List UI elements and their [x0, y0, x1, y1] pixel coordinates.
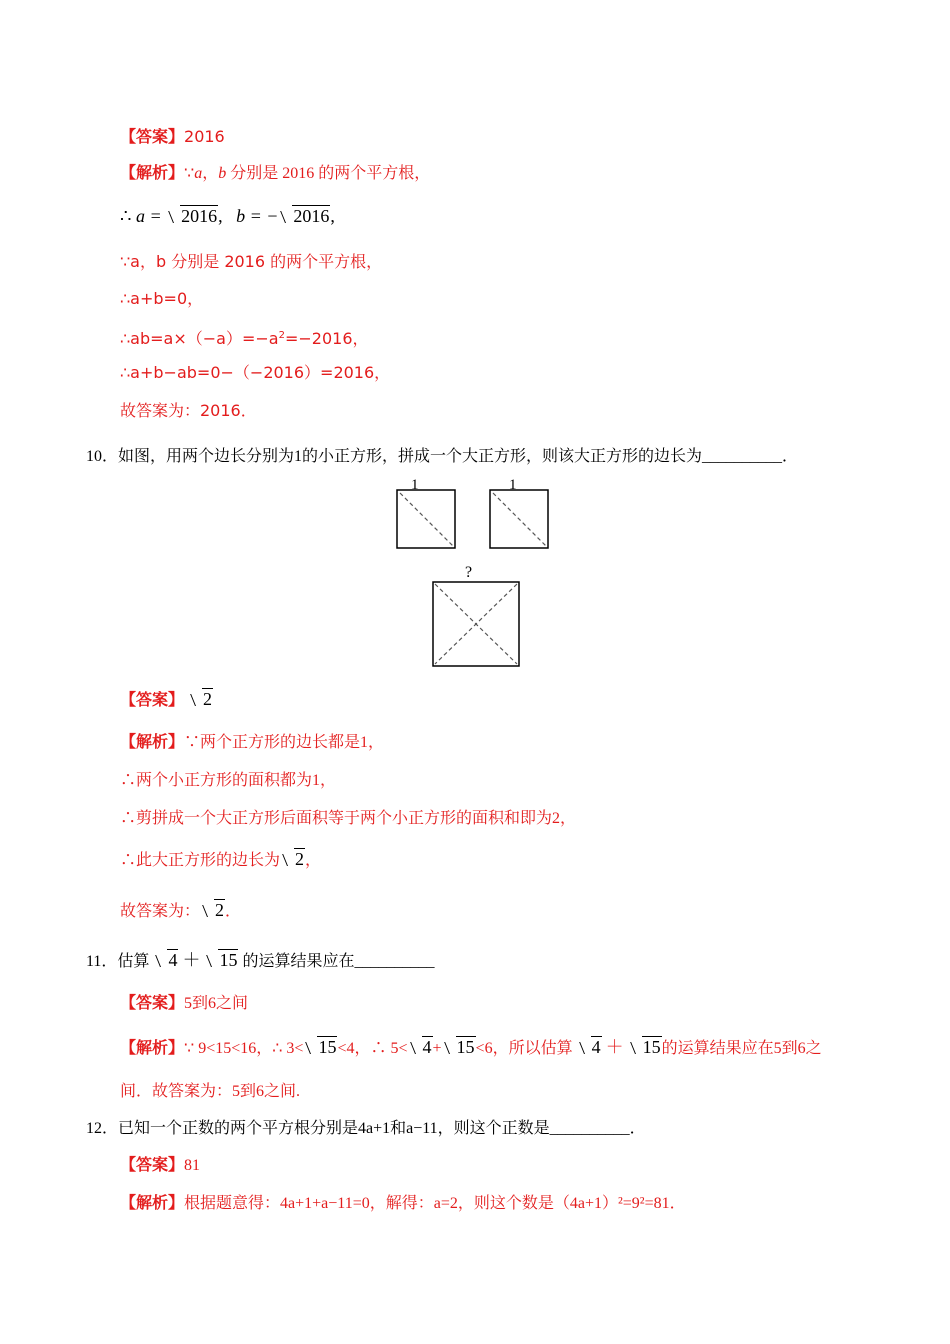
answer-value: 2016: [184, 127, 225, 146]
therefore-symbol: ∴: [120, 206, 132, 226]
radicand: 2: [215, 900, 225, 920]
sqrt-2: [282, 848, 305, 870]
question-text: 的运算结果应在__________: [242, 953, 435, 970]
question-number: 10．: [86, 448, 119, 465]
var-b: b: [218, 165, 227, 182]
var-a: a: [194, 165, 203, 182]
answer-line-12: [120, 1155, 200, 1177]
radicand: 15: [642, 1037, 661, 1057]
analysis-line-9-5: [120, 325, 369, 350]
radicand: 2016: [181, 206, 218, 226]
analysis-line-9-4: ∴a+b=0，: [120, 289, 204, 308]
radicand: 2: [203, 689, 213, 709]
sqrt-4: [579, 1036, 602, 1058]
radicand: 15: [456, 1037, 475, 1057]
analysis-tag: 【解析】: [120, 1040, 185, 1057]
analysis-text: 分别是 2016 的两个平方根，: [230, 165, 431, 182]
answer-tag: 【答案】: [120, 1157, 185, 1174]
sqrt-15: [206, 949, 238, 971]
sqrt-15: [444, 1036, 476, 1058]
analysis-line-11-1: [120, 1036, 822, 1060]
analysis-line-10-3: ∴剪拼成一个大正方形后面积等于两个小正方形的面积和即为2，: [120, 810, 577, 827]
analysis-text: 故答案为：: [120, 903, 201, 920]
question-10: [86, 446, 798, 468]
formula-b: b = −: [236, 206, 279, 226]
separator: ,: [330, 206, 335, 226]
answer-tag: 【答案】: [120, 129, 185, 146]
answer-line-9: [120, 126, 225, 149]
radicand: 15: [318, 1037, 337, 1057]
question-11: [86, 949, 434, 973]
plus-sign: ＋: [605, 1037, 624, 1057]
analysis-tag: 【解析】: [120, 165, 185, 182]
sqrt-2-final: [202, 899, 225, 921]
answer-line-10: [120, 688, 213, 712]
plus-sign: +: [432, 1040, 442, 1057]
sqrt-4: [410, 1036, 433, 1058]
radicand: 4: [168, 950, 178, 970]
analysis-text: ∵两个正方形的边长都是1，: [184, 734, 385, 751]
answer-value: 5到6之间: [184, 995, 249, 1012]
analysis-text: ∴此大正方形的边长为: [120, 852, 281, 869]
analysis-text: 的运算结果应在5到6之: [661, 1040, 822, 1057]
sqrt-15: [630, 1036, 662, 1058]
sqrt-15: [305, 1036, 337, 1058]
analysis-line-9-6: ∴a+b−ab=0−（−2016）=2016，: [120, 363, 391, 382]
analysis-line-10-4: [120, 848, 321, 872]
analysis-text: 根据题意得：4a+1+a−11=0，解得：a=2，则这个数是（4a+1）²=9²=81．: [184, 1195, 686, 1212]
analysis-line-10-2: ∴两个小正方形的面积都为1，: [120, 772, 337, 789]
question-text: 已知一个正数的两个平方根分别是4a+1和a−11，则这个正数是__________．: [118, 1120, 646, 1137]
question-text: 估算: [117, 953, 150, 970]
formula-line-9: ∴ a = 2016, b = − 2016,: [120, 206, 335, 226]
fig-label-1: 1: [411, 477, 419, 493]
analysis-text: ∴ab=a×（−a）=−a: [120, 329, 279, 348]
analysis-tag: 【解析】: [120, 1195, 185, 1212]
diagonal-2: [493, 493, 546, 546]
diagonal-1: [400, 493, 453, 546]
punctuation: ．: [225, 903, 242, 920]
radicand: 4: [591, 1037, 601, 1057]
answer-tag: 【答案】: [120, 692, 185, 709]
analysis-line-10-5: [120, 899, 241, 923]
analysis-tag: 【解析】: [120, 734, 185, 751]
question-number: 11．: [86, 953, 118, 970]
plus-sign: ＋: [182, 950, 201, 970]
fig-label-question: ?: [465, 564, 473, 581]
radicand: 15: [219, 950, 238, 970]
analysis-text: <6，所以估算: [475, 1040, 573, 1057]
analysis-line-10-1: [120, 732, 384, 754]
exponent: 2: [278, 330, 285, 341]
sqrt-4: [155, 949, 178, 971]
fig-label-2: 1: [509, 477, 517, 493]
answer-tag: 【答案】: [120, 995, 185, 1012]
radicand: 4: [422, 1037, 432, 1057]
square-figure: [390, 472, 560, 672]
analysis-text: =−2016，: [284, 329, 369, 348]
sqrt-2016-a: [168, 205, 218, 227]
analysis-line-9-7: 故答案为：2016．: [120, 401, 257, 420]
sqrt-2-answer: [190, 688, 213, 710]
sqrt-2016-b: [280, 205, 330, 227]
analysis-text: ∵ 9<15<16，∴ 3<: [184, 1040, 304, 1057]
radicand: 2: [295, 849, 305, 869]
radicand: 2016: [293, 206, 330, 226]
question-text: 如图，用两个边长分别为1的小正方形，拼成一个大正方形，则该大正方形的边长为__________．: [118, 448, 799, 465]
analysis-line-9-1: 【解析】∵a，b 分别是 2016 的两个平方根，: [120, 165, 431, 182]
analysis-text: <4，∴ 5<: [337, 1040, 408, 1057]
question-12: [86, 1118, 646, 1140]
analysis-line-11-2: 间．故答案为：5到6之间.: [120, 1083, 301, 1100]
answer-line-11: [120, 993, 248, 1015]
analysis-line-12: [120, 1193, 686, 1215]
because-symbol: ∵: [184, 165, 195, 182]
answer-value: 81: [184, 1157, 201, 1174]
punctuation: ，: [305, 852, 322, 869]
question-number: 12．: [86, 1120, 119, 1137]
formula-a: a =: [135, 206, 167, 226]
analysis-line-9-3: ∵a，b 分别是 2016 的两个平方根，: [120, 252, 383, 271]
